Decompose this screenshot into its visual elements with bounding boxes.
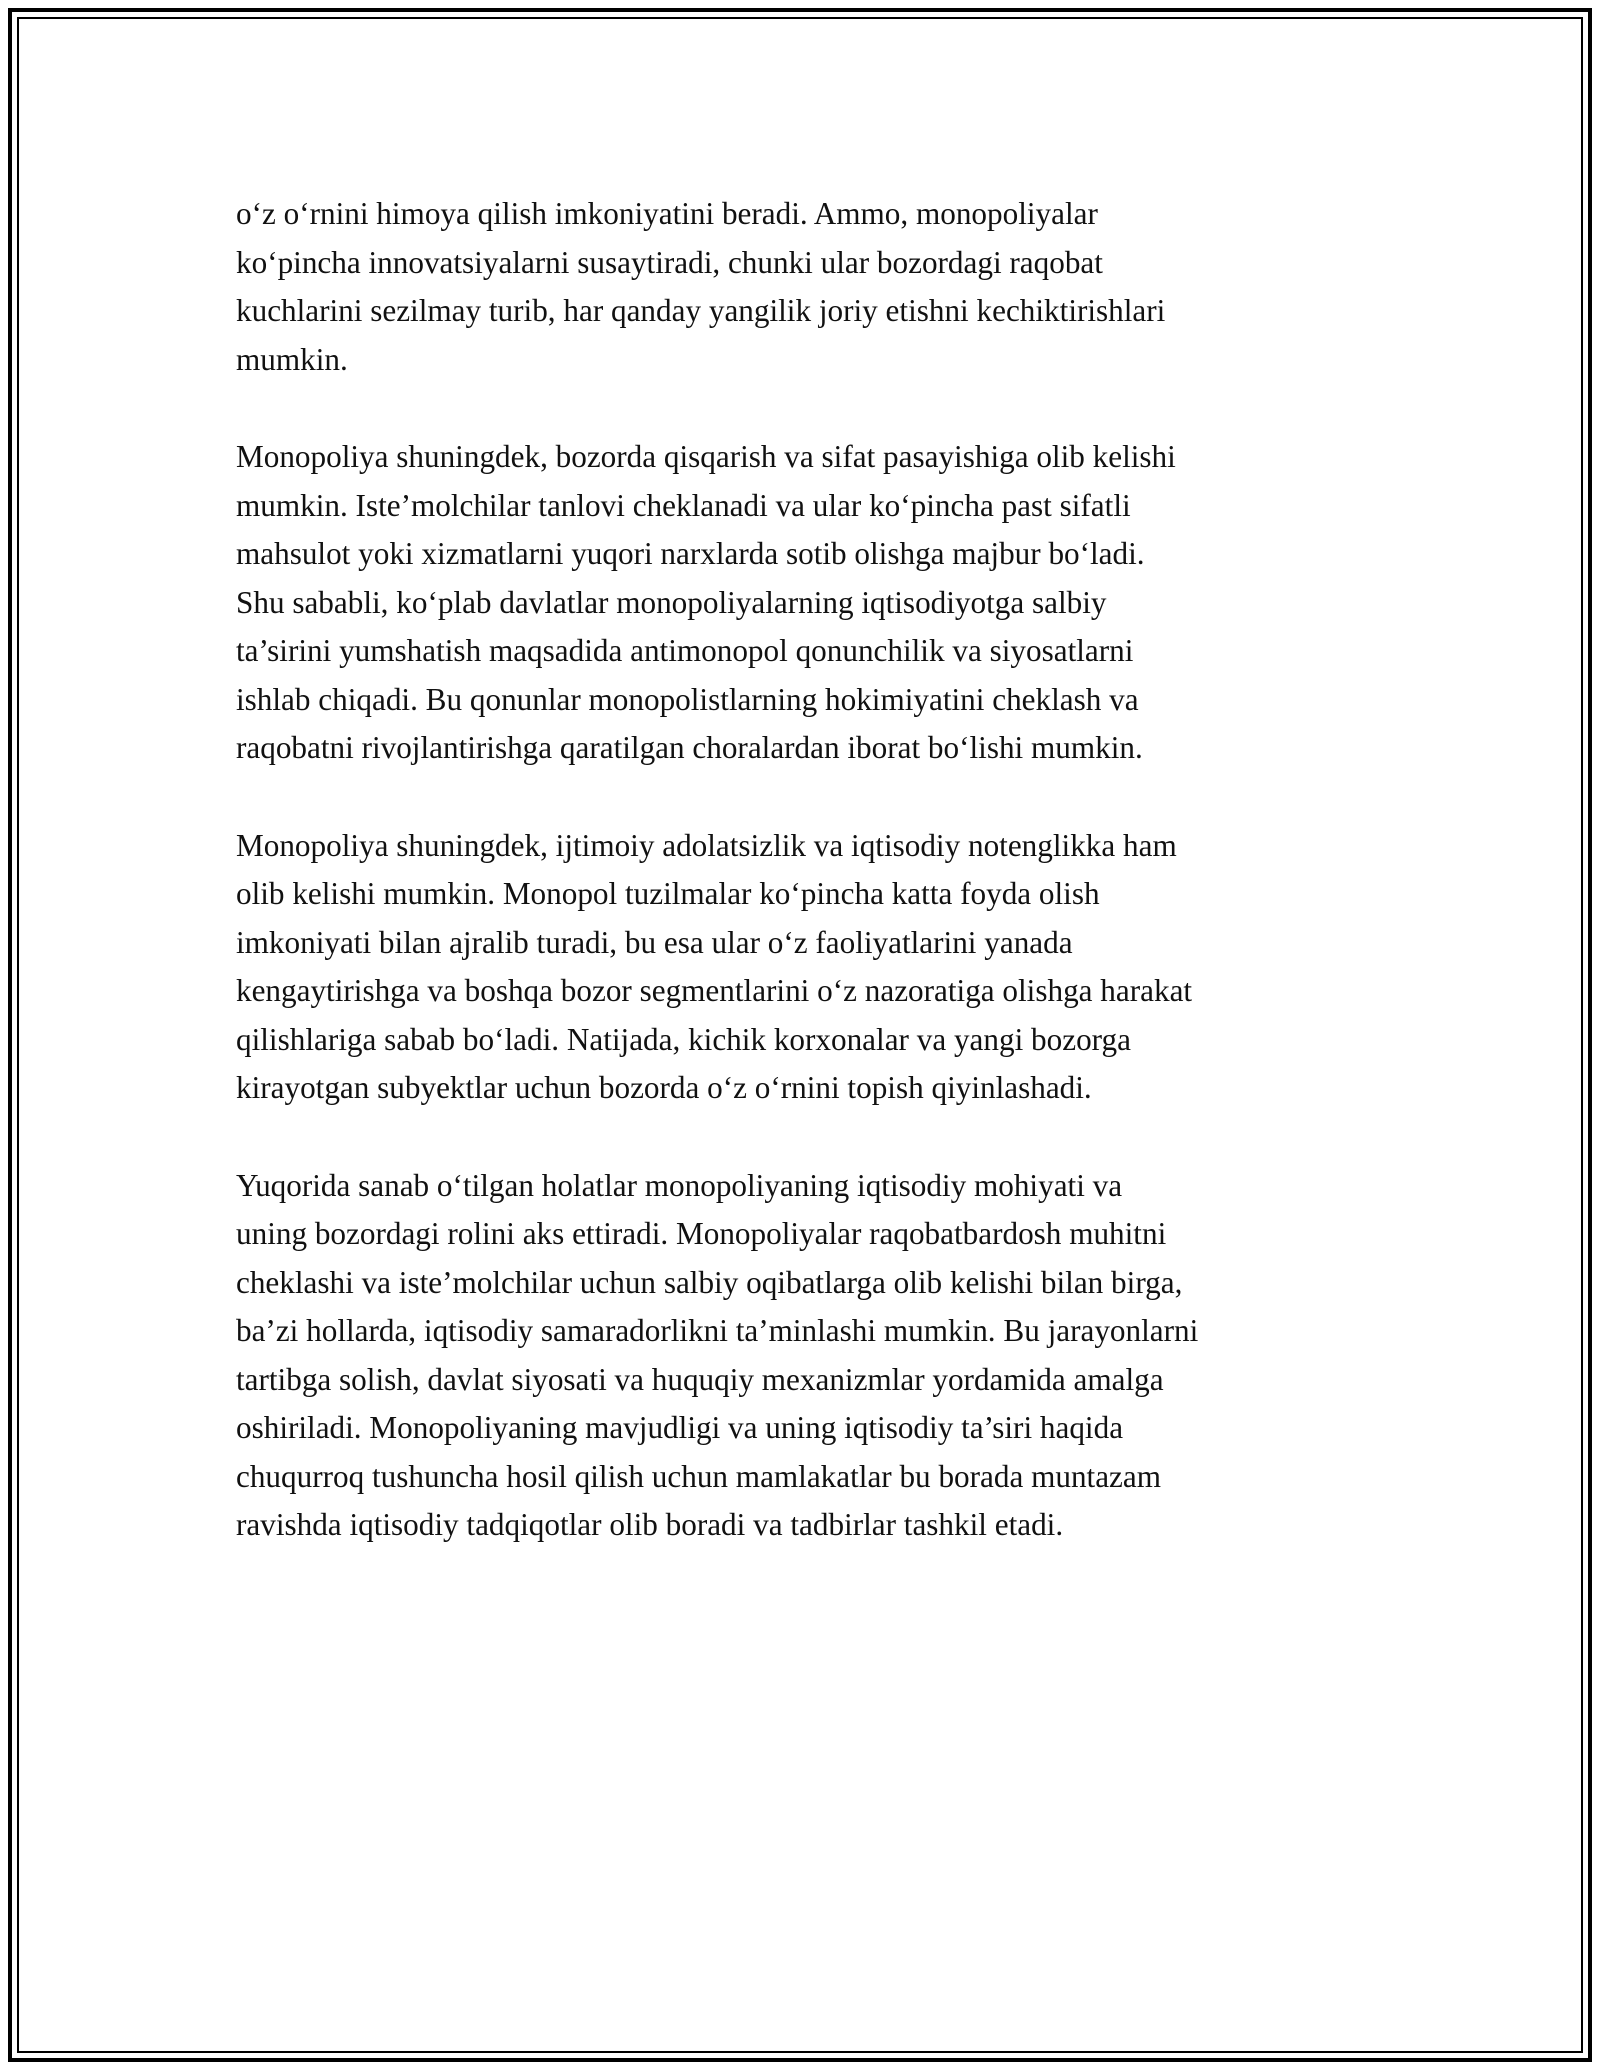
paragraph-line: ta’sirini yumshatish maqsadida antimonopol qonunchilik va siyosatlarni [236, 633, 1134, 668]
paragraph-line: kuchlarini sezilmay turib, har qanday yangilik joriy etishni kechiktirishlari [236, 293, 1166, 328]
paragraph-1 [236, 190, 1366, 384]
paragraph-line: mumkin. Iste’molchilar tanlovi cheklanadi va ular ko‘pincha past sifatli [236, 487, 1131, 523]
paragraph-line: Shu sababli, ko‘plab davlatlar monopoliyalarning iqtisodiyotga salbiy [236, 584, 1107, 620]
paragraph-line: qilishlariga sabab bo‘ladi. Natijada, kichik korxonalar va yangi bozorga [236, 1021, 1131, 1057]
paragraph-line: ba’zi hollarda, iqtisodiy samaradorlikni ta’minlashi mumkin. Bu jarayonlarni [236, 1313, 1199, 1348]
paragraph-line: uning bozordagi rolini aks ettiradi. Monopoliyalar raqobatbardosh muhitni [236, 1216, 1167, 1251]
paragraph-line: ravishda iqtisodiy tadqiqotlar olib boradi va tadbirlar tashkil etadi. [236, 1507, 1064, 1542]
paragraph-line: cheklashi va iste’molchilar uchun salbiy oqibatlarga olib kelishi bilan birga, [236, 1264, 1183, 1300]
paragraph-line: kengaytirishga va boshqa bozor segmentlarini o‘z nazoratiga olishga harakat [236, 973, 1193, 1008]
paragraph-line: mahsulot yoki xizmatlarni yuqori narxlarda sotib olishga majbur bo‘ladi. [236, 536, 1145, 571]
paragraph-line: Monopoliya shuningdek, bozorda qisqarish va sifat pasayishiga olib kelishi [236, 439, 1176, 474]
paragraph-line: olib kelishi mumkin. Monopol tuzilmalar ko‘pincha katta foyda olish [236, 876, 1100, 911]
paragraph-line: ishlab chiqadi. Bu qonunlar monopolistlarning hokimiyatini cheklash va [236, 681, 1139, 717]
paragraph-line: raqobatni rivojlantirishga qaratilgan choralardan iborat bo‘lishi mumkin. [236, 730, 1143, 765]
paragraph-line: tartibga solish, davlat siyosati va huquqiy mexanizmlar yordamida amalga [236, 1361, 1164, 1397]
paragraph-4 [236, 1162, 1366, 1550]
paragraph-2 [236, 433, 1366, 773]
paragraph-line: Yuqorida sanab o‘tilgan holatlar monopoliyaning iqtisodiy mohiyati va [236, 1167, 1123, 1203]
paragraph-line: kirayotgan subyektlar uchun bozorda o‘z o‘rnini topish qiyinlashadi. [236, 1070, 1092, 1105]
paragraph-line: Monopoliya shuningdek, ijtimoiy adolatsizlik va iqtisodiy notenglikka ham [236, 827, 1177, 863]
paragraph-3 [236, 822, 1366, 1113]
paragraph-line: mumkin. [236, 341, 348, 377]
document-body [236, 190, 1366, 1550]
paragraph-line: oshiriladi. Monopoliyaning mavjudligi va uning iqtisodiy ta’siri haqida [236, 1410, 1124, 1445]
paragraph-line: ko‘pincha innovatsiyalarni susaytiradi, chunki ular bozordagi raqobat [236, 244, 1103, 280]
paragraph-line: o‘z o‘rnini himoya qilish imkoniyatini beradi. Ammo, monopoliyalar [236, 196, 1098, 231]
paragraph-line: chuqurroq tushuncha hosil qilish uchun mamlakatlar bu borada muntazam [236, 1458, 1161, 1494]
paragraph-line: imkoniyati bilan ajralib turadi, bu esa ular o‘z faoliyatlarini yanada [236, 924, 1073, 960]
